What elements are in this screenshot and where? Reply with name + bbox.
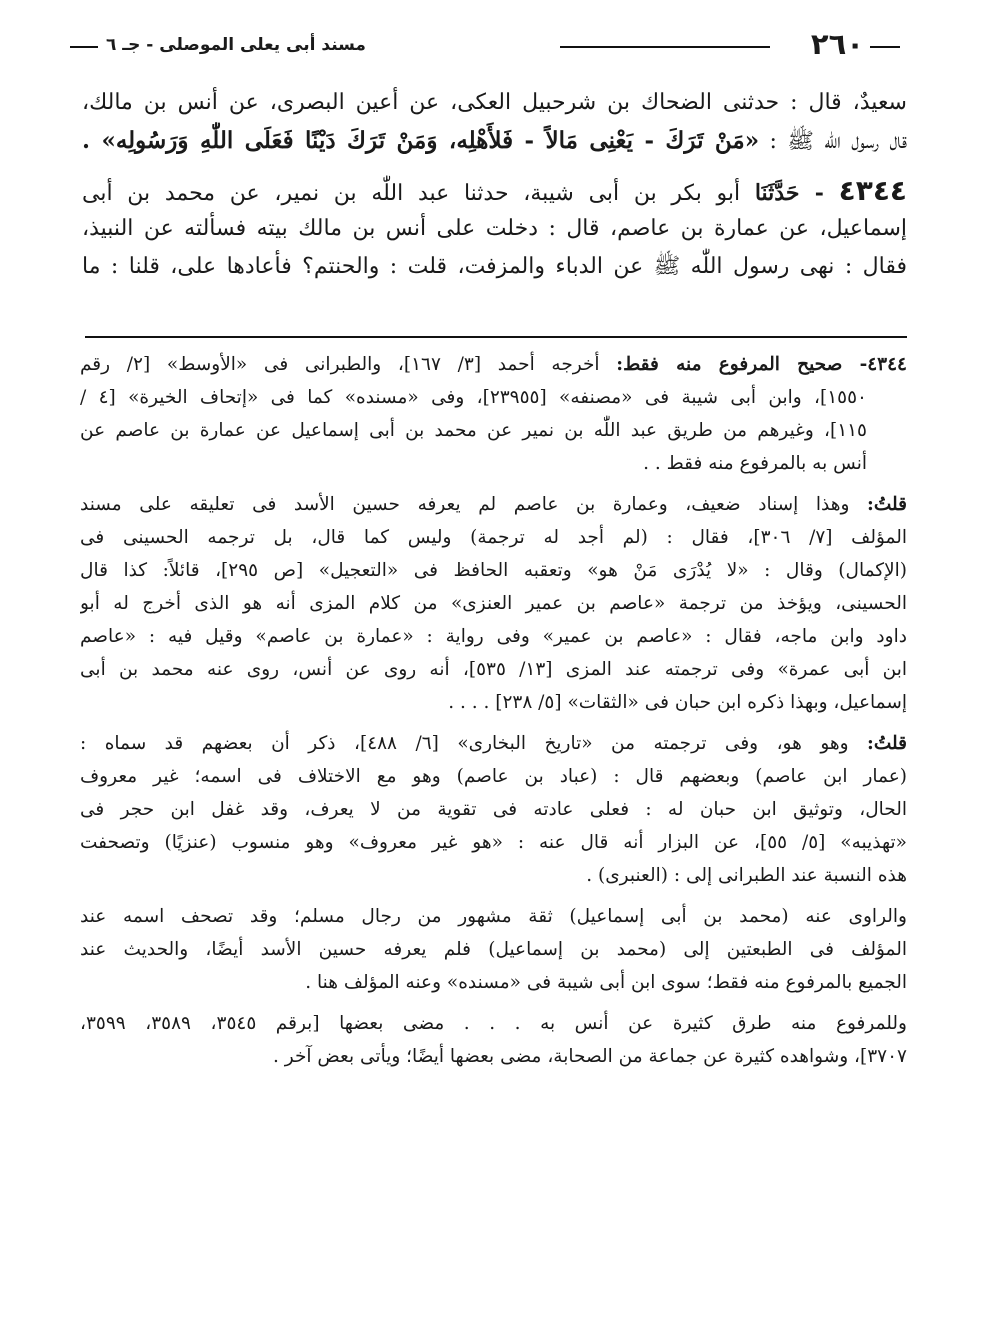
footnote-line: والراوى عنه (محمد بن أبى إسماعيل) ثقة مشهور من رجال مسلم؛ وقد تصحف اسمه عند	[80, 906, 907, 927]
footnote-line: المؤلف فى الطبعتين إلى (محمد بن إسماعيل) فلم يعرفه حسين الأسد أيضًا، والحديث عند	[80, 939, 907, 960]
hadith-number: ٤٣٤٤	[838, 174, 907, 207]
narration-intro: قال رسول اللّٰه ﷺ :	[769, 129, 907, 154]
text-line: سعيدٌ، قال : حدثنى الضحاك بن شرحبيل العكى، عن أعين البصرى، عن أنس بن مالك،	[82, 90, 907, 115]
footnote-line: ١٥٥٠]، وابن أبى شيبة فى «مصنفه» [٢٣٩٥٥]، وفى «مسنده» كما فى «إتحاف الخيرة» [٤ /	[80, 387, 867, 408]
page-number: ٢٦٠	[810, 27, 864, 61]
footnote-line: داود وابن ماجه، فقال : «عاصم بن عمير» وفى رواية : «عمارة بن عاصم» وقيل فيه : «عاصم	[80, 626, 907, 647]
hadith-haddathana: - حَدَّثَنَا	[754, 180, 824, 206]
footnote-line: (عمار ابن عاصم) وبعضهم قال : (عباد بن عاصم) وهو مع الاختلاف فى اسمه؛ غير معروف	[80, 766, 907, 787]
footnote-line	[80, 488, 907, 521]
footnote-line	[80, 348, 907, 381]
text-line	[82, 122, 907, 160]
footnote-text: وهذا إسناد ضعيف، وعمارة بن عاصم لم يعرفه حسين الأسد فى تعليقه على مسند	[80, 494, 850, 515]
footnote-line: «تهذيبه» [٥/ ٥٥]، عن البزار أنه قال عنه : «هو غير معروف» وهو منسوب (عنزيًا) وتصحفت	[80, 832, 907, 853]
footnote-line: الجميع بالمرفوع منه فقط؛ سوى ابن أبى شيبة فى «مسنده» وعنه المؤلف هنا .	[305, 972, 907, 993]
footnote-line: إسماعيل، وبهذا ذكره ابن حبان فى «الثقات» [٥/ ٢٣٨] . . . .	[448, 692, 907, 713]
header-rule	[70, 46, 98, 48]
qultu-label: قلتُ:	[867, 494, 907, 515]
page-header	[70, 26, 900, 62]
header-rule	[870, 46, 900, 48]
text-line: فقال : نهى رسول اللّٰه ﷺ عن الدباء والمزفت، قلت : والحنتم؟ فأعادها على، قلنا : ما	[82, 254, 907, 279]
text-line	[82, 172, 907, 210]
footnote-line: الحسينى، ويؤخذ من ترجمة «عاصم بن عمير العنزى» من كلام المزى أنه هو الذى أخرج له أبو	[80, 593, 907, 614]
footnotes	[80, 348, 907, 1073]
footnote-line: أنس به بالمرفوع منه فقط . .	[643, 453, 867, 474]
footnote-separator	[85, 336, 907, 338]
footnote-line	[80, 727, 907, 760]
footnote-text: أخرجه أحمد [٣/ ١٦٧]، والطبرانى فى «الأوسط» [٢/ رقم	[80, 354, 600, 375]
footnote-line: الحال، وتوثيق ابن حبان له : فعلى عادته فى تقوية من لا يعرف، وقد غفل ابن حجر فى	[80, 799, 907, 820]
footnote-line: ١١٥]، وغيرهم من طريق عبد اللّٰه بن نمير عن محمد بن أبى إسماعيل عن عمارة بن عاصم عن	[80, 420, 867, 441]
footnote-line: (الإكمال) وقال : «لا يُدْرَى مَنْ هو» وتعقبه الحافظ فى «التعجيل» [ص ٢٩٥]، قائلاً: كذا قال	[80, 560, 907, 581]
hadith-text	[82, 84, 907, 286]
footnote-line: وللمرفوع منه طرق كثيرة عن أنس به . . . مضى بعضها [برقم ٣٥٤٥، ٣٥٨٩، ٣٥٩٩،	[80, 1013, 907, 1034]
footnote-line: هذه النسبة عند الطبرانى إلى : (العنبرى) .	[586, 865, 907, 886]
footnote-line: ابن أبى عمرة» وفى ترجمته عند المزى [١٣/ ٥٣٥]، أنه روى عن أنس، روى عنه محمد بن أبى	[80, 659, 907, 680]
footnote-text: وهو هو، وفى ترجمته من «تاريخ البخارى» [٦/ ٤٨٨]، ذكر أن بعضهم قد سماه :	[80, 733, 849, 754]
header-rule	[560, 46, 770, 48]
isnad-text: أبو بكر بن أبى شيبة، حدثنا عبد اللّٰه بن نمير، عن محمد بن أبى	[82, 181, 741, 206]
prophetic-quote: «مَنْ تَرَكَ - يَعْنِى مَالاً - فَلأَهْلِه، وَمَنْ تَرَكَ دَيْنًا فَعَلَى اللّٰهِ وَرَسُولِه» .	[82, 127, 760, 154]
text-line: إسماعيل، عن عمارة بن عاصم، قال : دخلت على أنس بن مالك بيته فسألته عن النبيذ،	[82, 216, 907, 241]
qultu-label: قلتُ:	[867, 733, 907, 754]
footnote-line: ٣٧٠٧]، وشواهده كثيرة عن جماعة من الصحابة، مضى بعضها أيضًا؛ ويأتى بعض آخر .	[272, 1046, 907, 1067]
footnote-heading: ٤٣٤٤- صحيح المرفوع منه فقط:	[616, 354, 907, 375]
footnote-line: المؤلف [٧/ ٣٠٦]، فقال : (لم أجد له ترجمة) وليس كما قال، بل ترجمه الحسينى فى	[80, 527, 907, 548]
running-title: مسند أبى يعلى الموصلى - جـ ٦	[106, 35, 366, 55]
